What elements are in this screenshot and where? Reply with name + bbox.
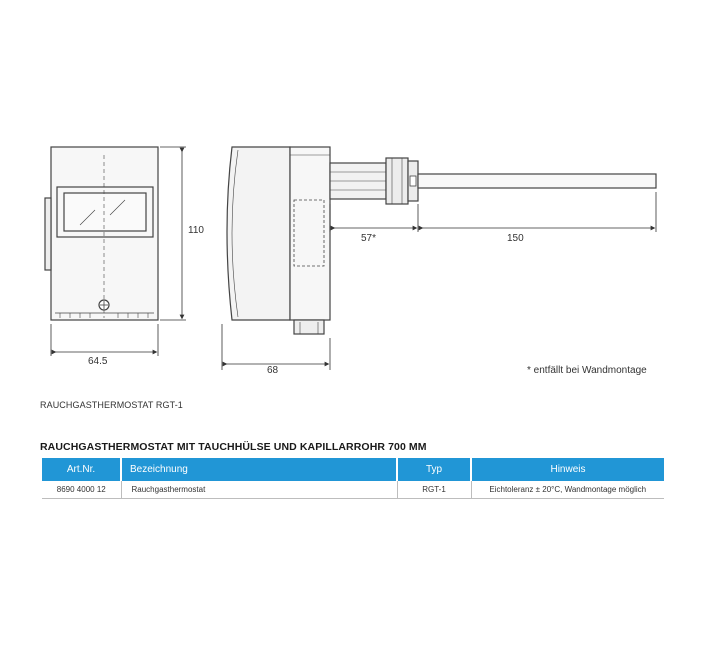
drawing-caption: RAUCHGASTHERMOSTAT RGT-1 — [40, 400, 183, 410]
table-header-row — [42, 458, 664, 481]
product-table — [42, 458, 664, 499]
table-row — [42, 481, 664, 499]
cell-artnr: 8690 4000 12 — [42, 481, 121, 499]
side-view — [227, 147, 656, 334]
cell-hinweis: Eichtoleranz ± 20°C, Wandmontage möglich — [471, 481, 664, 499]
dim-57-label: 57* — [361, 233, 377, 244]
col-header-typ: Typ — [397, 458, 471, 481]
dim-height-label: 110 — [188, 225, 204, 236]
cell-bezeichnung: Rauchgasthermostat — [121, 481, 397, 499]
section-heading: RAUCHGASTHERMOSTAT MIT TAUCHHÜLSE UND KAPILLARROHR 700 MM — [40, 441, 427, 453]
footnote: * entfällt bei Wandmontage — [527, 365, 647, 376]
col-header-hinweis: Hinweis — [471, 458, 664, 481]
cell-typ: RGT-1 — [397, 481, 471, 499]
dim-width-front-label: 64.5 — [88, 356, 108, 367]
col-header-artnr: Art.Nr. — [42, 458, 121, 481]
dim-width-side-label: 68 — [267, 365, 279, 376]
front-view — [45, 147, 158, 320]
col-header-bezeichnung: Bezeichnung — [121, 458, 397, 481]
dim-150-label: 150 — [507, 233, 524, 244]
